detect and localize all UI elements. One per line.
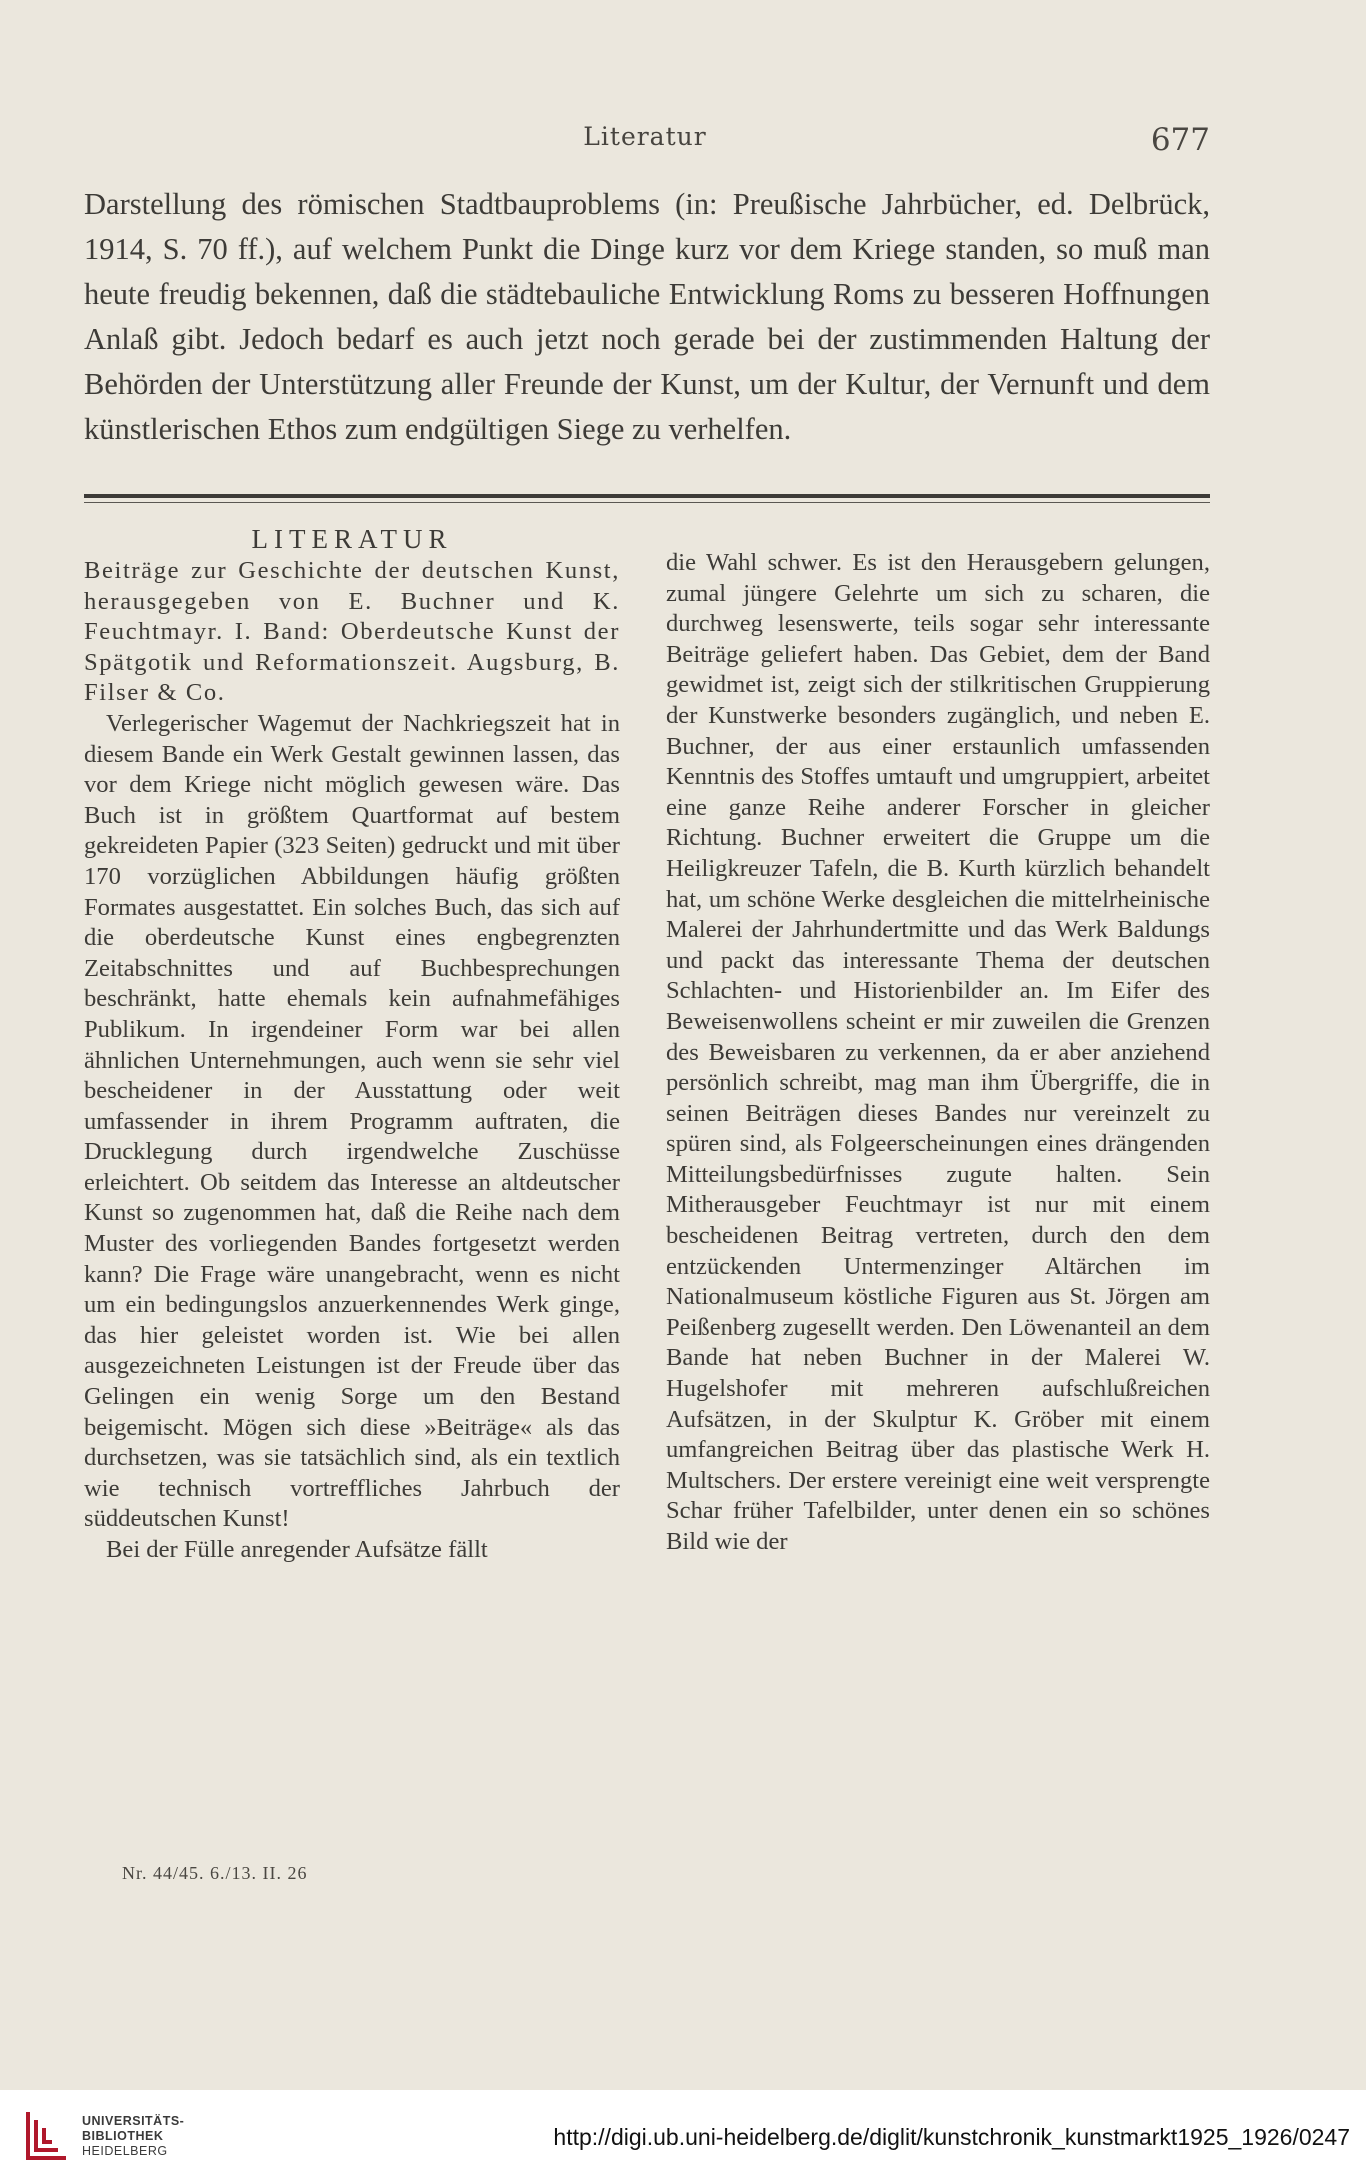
running-title: Literatur [583,122,707,151]
library-footer [0,2090,1366,2183]
ub-heidelberg-logo-icon [22,2108,72,2166]
intro-paragraph: Darstellung des römischen Stadtbauproblems (in: Preußische Jahrbücher, ed. Delbrück, 1914, S. 70 ff.), auf welchem Punkt die Dinge kurz vor dem Kriege standen, so muß man heute freudig bekennen, daß die städtebauliche Entwicklung Roms zu besseren Hoffnungen Anlaß gibt. Jedoch bedarf es auch jetzt noch gerade bei der zustimmenden Haltung der Behörden der Unterstützung aller Freunde der Kunst, um der Kultur, der Vernunft und dem künstlerischen Ethos zum endgültigen Siege zu verhelfen. [84,187,1210,446]
section-divider-thick [84,494,1210,498]
section-heading: LITERATUR [251,524,453,554]
section-divider-thin [84,502,1210,503]
library-name-line-3: HEIDELBERG [82,2144,168,2158]
left-column [84,522,620,1566]
printer-signature: Nr. 44/45. 6./13. II. 26 [122,1863,308,1883]
intro-paragraph-block [84,182,1210,452]
library-name [82,2114,184,2159]
review-paragraph-2: Bei der Fülle anregender Aufsätze fällt [106,1536,488,1563]
right-column [666,548,1210,1558]
source-url-link[interactable]: http://digi.ub.uni-heidelberg.de/diglit/kunstchronik_kunstmarkt1925_1926/0247 [553,2124,1350,2150]
page-header [80,122,1210,162]
library-name-line-1: UNIVERSITÄTS- [82,2114,185,2128]
review-paragraph-continued: die Wahl schwer. Es ist den Herausgebern gelungen, zumal jüngere Gelehrte um sich zu scharen, die durchweg lesenswerte, teils sogar sehr interessante Beiträge geliefert haben. Das Gebiet, dem der Band gewidmet ist, zeigt sich der stilkritischen Gruppierung der Kunstwerke besonders zugänglich, und neben E. Buchner, der aus einer erstaunlich umfassenden Kenntnis des Stoffes umtauft und umgruppiert, arbeitet eine ganze Reihe anderer Forscher in gleicher Richtung. Buchner erweitert die Gruppe um die Heiligkreuzer Tafeln, die B. Kurth kürzlich behandelt hat, um schöne Werke desgleichen die mittelrheinische Malerei der Jahrhundertmitte und das Werk Baldungs und packt das interessante Thema der deutschen Schlachten- und Historienbilder an. Im Eifer des Beweisenwollens scheint er mir zuweilen die Grenzen des Beweisbaren zu verkennen, da er aber anziehend persönlich schreibt, mag man ihm Übergriffe, die in seinen Beiträgen dieses Bandes nur vereinzelt zu spüren sind, als Folgeerscheinungen eines drängenden Mitteilungsbedürfnisses zugute halten. Sein Mitherausgeber Feuchtmayr ist nur mit einem bescheidenen Beitrag vertreten, durch den dem entzückenden Untermenzinger Altärchen im Nationalmuseum köstliche Figuren aus St. Jörgen am Peißenberg zugesellt werden. Den Löwenanteil an dem Bande hat neben Buchner in der Malerei W. Hugelshofer mit mehreren aufschlußreichen Aufsätzen, in der Skulptur K. Gröber mit einem umfangreichen Beitrag über das plastische Werk H. Multschers. Der erstere vereinigt eine weit versprengte Schar früher Tafelbilder, unter denen ein so schönes Bild wie der [666,549,1210,1555]
book-reference: Beiträge zur Geschichte der deutschen Kunst, herausgegeben von E. Buchner und K. Feuchtmayr. I. Band: Oberdeutsche Kunst der Spätgotik und Reformationszeit. Augsburg, B. Filser & Co. [84,557,620,707]
library-name-line-2: BIBLIOTHEK [82,2129,164,2143]
review-paragraph-1: Verlegerischer Wagemut der Nachkriegszeit hat in diesem Bande ein Werk Gestalt gewinnen lassen, das vor dem Kriege nicht möglich gewesen wäre. Das Buch ist in größtem Quartformat auf bestem gekreideten Papier (323 Seiten) gedruckt und mit über 170 vorzüglichen Abbildungen häufig größten Formates ausgestattet. Ein solches Buch, das sich auf die oberdeutsche Kunst eines engbegrenzten Zeitabschnittes und auf Buchbesprechungen beschränkt, hatte ehemals kein aufnahmefähiges Publikum. In irgendeiner Form war bei allen ähnlichen Unternehmungen, auch wenn sie sehr viel bescheidener in der Ausstattung oder weit umfassender in ihrem Programm auftraten, die Drucklegung durch irgendwelche Zuschüsse erleichtert. Ob seitdem das Interesse an altdeutscher Kunst so zugenommen hat, daß die Reihe nach dem Muster des vorliegenden Bandes fortgesetzt werden kann? Die Frage wäre unangebracht, wenn es nicht um ein bedingungslos anzuerkennendes Werk ginge, das hier geleistet worden ist. Wie bei allen ausgezeichneten Leistungen ist der Freude über das Gelingen ein wenig Sorge um den Bestand beigemischt. Mögen sich diese »Beiträge« als das durchsetzen, was sie tatsächlich sind, als ein textlich wie technisch vortreffliches Jahrbuch der süddeutschen Kunst! [84,709,620,1533]
page-number: 677 [1150,122,1210,158]
